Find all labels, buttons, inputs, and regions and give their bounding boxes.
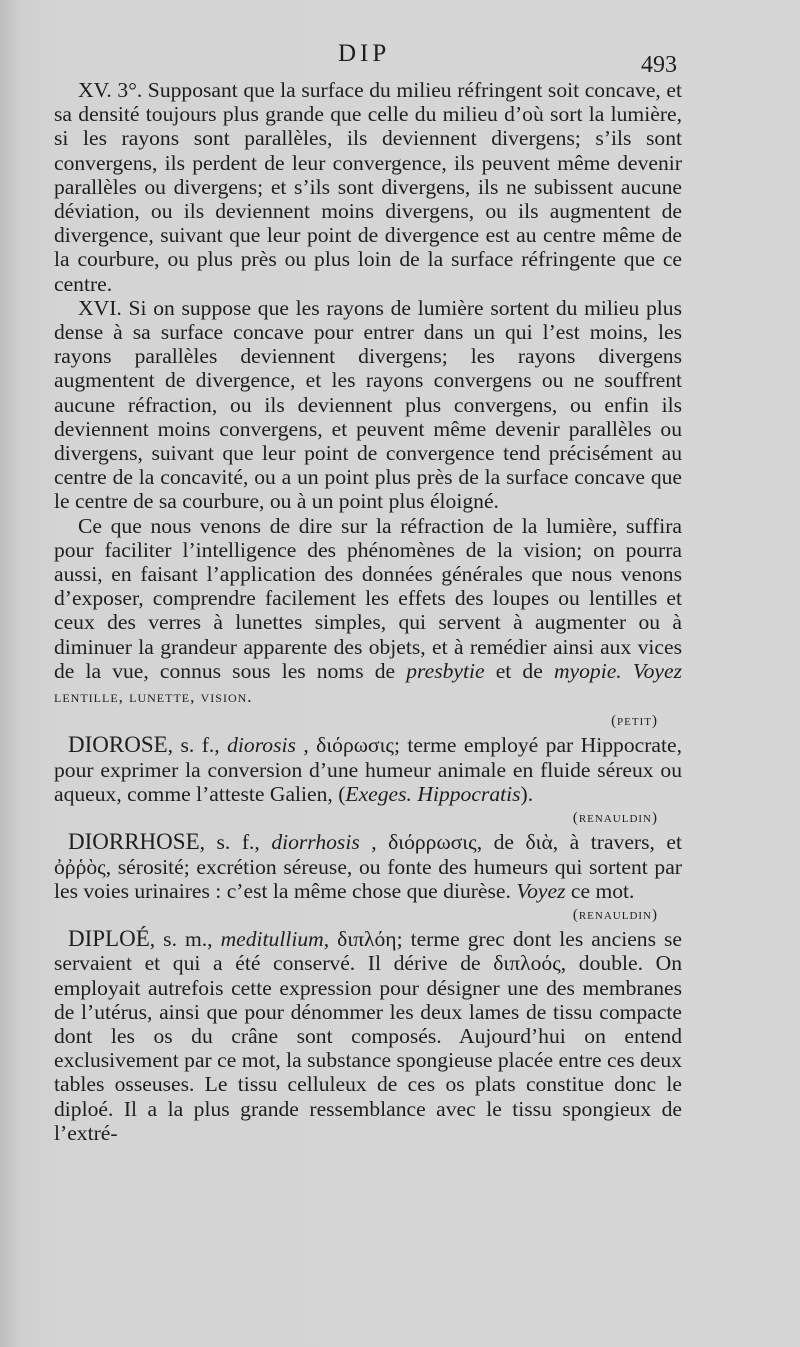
page-number: 493 bbox=[641, 52, 677, 78]
definition-diorose: ; terme employé par Hippocrate, pour exprimer la conversion d’une humeur animale en fluide séreux ou aqueux, comme l’atteste Galien, ( bbox=[54, 733, 682, 806]
pos-diorose: , s. f., bbox=[167, 733, 220, 758]
latin-diorose: diorosis bbox=[227, 733, 296, 758]
cross-references: lentille, lunette, vision. bbox=[54, 687, 253, 707]
headword-diploe: DIPLOÉ bbox=[68, 926, 150, 952]
greek-dia: διὰ bbox=[525, 830, 553, 855]
term-myopie: myopie. bbox=[553, 658, 622, 683]
entry-diorrhose: DIORRHOSE, s. f., diorrhosis , διόρρωσις, de διὰ, à travers, et ὀῤῥὸς, sérosité; excrétion séreuse, ou fonte des humeurs qui sortent par les voies urinaires : c’est la même chose que diurèse. Voyez ce mot. (renauldin) bbox=[54, 830, 682, 927]
headword-diorrhose: DIORRHOSE bbox=[68, 829, 200, 855]
latin-diploe: meditullium bbox=[220, 927, 324, 952]
close-diorose: ). bbox=[520, 781, 534, 806]
page-header bbox=[0, 40, 800, 76]
greek-diorrhose: διόρρωσις bbox=[388, 830, 477, 855]
voyez-label-diorrhose: Voyez bbox=[516, 878, 566, 903]
conclusion-text: Ce que nous venons de dire sur la réfraction de la lumière, suffira pour faciliter l’intelligence des phénomènes de la vision; on pourra aussi, en faisant l’application des données générales que nous venons d’exposer, comprendre facilement les effets des loupes ou lentilles et ceux des verres à lunettes simples, qui servent à augmenter ou à diminuer la grandeur apparente des objets, et à remédier ainsi aux vices de la vue, connus sous les noms de bbox=[54, 513, 682, 683]
greek-orros: ὀῤῥὸς bbox=[54, 854, 106, 879]
pos-diorrhose: , s. f., bbox=[199, 830, 260, 855]
comma-diploe: , bbox=[323, 927, 330, 952]
definition-diorrhose-2: , à travers, et bbox=[552, 830, 682, 855]
entry-diploe bbox=[54, 927, 682, 1145]
entry-diorose: DIOROSE, s. f., diorosis , διόρωσις; terme employé par Hippocrate, pour exprimer la conversion d’une humeur animale en fluide séreux ou aqueux, comme l’atteste Galien, (Exeges. Hippocratis). (renauldin) bbox=[54, 733, 682, 830]
headword-diorose: DIOROSE bbox=[68, 732, 168, 758]
conclusion-connector: et de bbox=[495, 658, 543, 683]
pos-diploe: , s. m., bbox=[149, 927, 213, 952]
paragraph-conclusion bbox=[54, 514, 682, 734]
definition-diorrhose-4: ce mot. bbox=[570, 878, 635, 903]
latin-diorrhose: diorrhosis bbox=[271, 830, 360, 855]
greek-diploe: διπλόη bbox=[337, 927, 397, 952]
voyez-label: Voyez bbox=[632, 658, 682, 683]
running-head: DIP bbox=[338, 40, 391, 67]
greek-diploos: διπλοός bbox=[493, 951, 561, 976]
paragraph-xv: XV. 3°. Supposant que la surface du milieu réfringent soit concave, et sa densité toujours plus grande que celle du milieu d’où sort la lumière, si les rayons sont parallèles, ils deviennent divergens; s’ils sont convergens, ils perdent de leur convergence, ils peuvent même devenir parallèles ou divergens; et s’ils sont divergens, ils ne subissent aucune déviation, ou ils deviennent moins divergens, ou ils augmentent de divergence, suivant que leur point de divergence est au centre même de la courbure, ou plus près ou plus loin de la surface réfringente que ce centre. bbox=[54, 78, 682, 296]
page-body bbox=[54, 78, 682, 1145]
paragraph-xvi: XVI. Si on suppose que les rayons de lumière sortent du milieu plus dense à sa surface concave pour entrer dans un qui l’est moins, les rayons parallèles deviennent divergens; les rayons divergens augmentent de divergence, et les rayons convergens ou ne souffrent aucune réfraction, ou ils deviennent plus convergens, ou enfin ils deviennent moins convergens, et peuvent même devenir parallèles ou divergens, suivant que leur point de convergence tend précisément au centre de la concavité, ou a un point plus près de la surface concave que le centre de sa courbure, ou à un point plus éloigné. bbox=[54, 295, 682, 514]
greek-diorose: διόρωσις bbox=[316, 733, 394, 758]
term-presbytie: presbytie bbox=[406, 658, 485, 683]
source-diorose: Exeges. Hippocratis bbox=[345, 781, 521, 806]
definition-diploe-2: , double. On employait autrefois cette expression pour désigner une des membranes de l’utérus, ainsi que pour dénommer les deux lames de tissu compacte dont les os du crâne sont composés. Aujourd’hui on entend exclusivement par ce mot, la substance spongieuse placée entre ces deux tables osseuses. Le tissu celluleux de ces os plats constitue donc le diploé. Il a la plus grande ressemblance avec le tissu spongieux de l’extré- bbox=[54, 951, 682, 1145]
author-signature-diorrhose: (renauldin) bbox=[572, 906, 658, 923]
author-signature-petit: (petit) bbox=[611, 713, 658, 730]
definition-diorrhose-1: , de bbox=[476, 830, 514, 855]
definition-diorrhose-3: , sérosité; excrétion séreuse, ou fonte des humeurs qui sortent par les voies urinaires : c’est la même chose que diurèse. bbox=[54, 854, 682, 903]
definition-diploe-1: ; terme grec dont les anciens se servaient et qui a été conservé. Il dérive de bbox=[54, 927, 682, 976]
author-signature-diorose: (renauldin) bbox=[572, 810, 658, 827]
